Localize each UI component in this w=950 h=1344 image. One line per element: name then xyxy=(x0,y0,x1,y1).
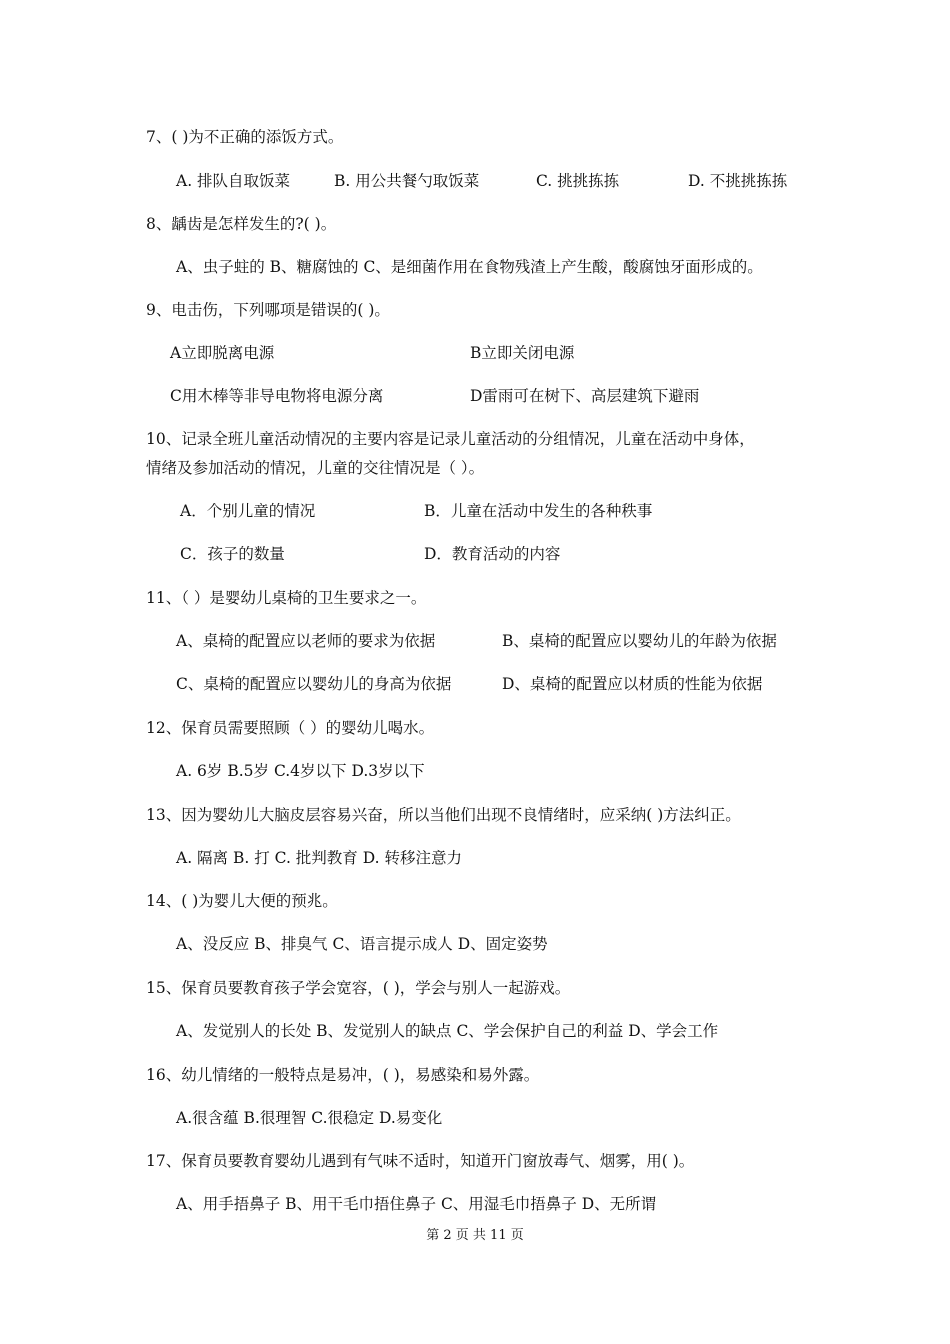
option-c: C．孩子的数量 xyxy=(180,545,285,563)
option-b: B. 用公共餐勺取饭菜 xyxy=(334,172,480,190)
question-14-options: A、没反应 B、排臭气 C、语言提示成人 D、固定姿势 xyxy=(176,935,548,953)
question-10-options-row2 xyxy=(176,544,876,564)
question-16-stem: 16、幼儿情绪的一般特点是易冲，( )，易感染和易外露。 xyxy=(146,1066,540,1084)
question-16-options: A.很含蕴 B.很理智 C.很稳定 D.易变化 xyxy=(176,1109,443,1127)
question-13-stem: 13、因为婴幼儿大脑皮层容易兴奋，所以当他们出现不良情绪时，应采纳( )方法纠正。 xyxy=(146,806,741,824)
question-7-stem: 7、( )为不正确的添饭方式。 xyxy=(146,128,344,146)
question-10-options-row1 xyxy=(176,501,876,521)
option-d: D．教育活动的内容 xyxy=(424,545,561,563)
question-9-options-row1 xyxy=(170,343,876,363)
option-b: B、桌椅的配置应以婴幼儿的年龄为依据 xyxy=(502,632,777,650)
option-b: B立即关闭电源 xyxy=(470,344,575,362)
question-7-options xyxy=(176,171,876,191)
option-c: C. 挑挑拣拣 xyxy=(536,172,620,190)
option-a: A、桌椅的配置应以老师的要求为依据 xyxy=(176,632,436,650)
option-b: B．儿童在活动中发生的各种秩事 xyxy=(424,502,653,520)
question-12-options: A. 6岁 B.5岁 C.4岁以下 D.3岁以下 xyxy=(176,762,425,780)
question-11-options-row2 xyxy=(176,674,876,694)
question-8-options: A、虫子蛀的 B、糖腐蚀的 C、是细菌作用在食物残渣上产生酸，酸腐蚀牙面形成的。 xyxy=(176,258,763,276)
question-17-options: A、用手捂鼻子 B、用干毛巾捂住鼻子 C、用湿毛巾捂鼻子 D、无所谓 xyxy=(176,1195,657,1213)
option-d: D. 不挑挑拣拣 xyxy=(688,172,788,190)
question-12-stem: 12、保育员需要照顾（ ）的婴幼儿喝水。 xyxy=(146,719,435,737)
option-c: C用木棒等非导电物将电源分离 xyxy=(170,387,384,405)
question-15-options: A、发觉别人的长处 B、发觉别人的缺点 C、学会保护自己的利益 D、学会工作 xyxy=(176,1022,719,1040)
option-c: C、桌椅的配置应以婴幼儿的身高为依据 xyxy=(176,675,452,693)
option-d: D、桌椅的配置应以材质的性能为依据 xyxy=(502,675,763,693)
option-a: A立即脱离电源 xyxy=(170,344,275,362)
option-d: D雷雨可在树下、高层建筑下避雨 xyxy=(470,387,700,405)
question-9-options-row2 xyxy=(170,386,876,406)
question-10-stem-line1: 10、记录全班儿童活动情况的主要内容是记录儿童活动的分组情况，儿童在活动中身体， xyxy=(146,430,755,448)
question-17-stem: 17、保育员要教育婴幼儿遇到有气味不适时，知道开门窗放毒气、烟雾，用( )。 xyxy=(146,1152,695,1170)
question-11-options-row1 xyxy=(176,631,876,651)
question-8-stem: 8、龋齿是怎样发生的?( )。 xyxy=(146,215,337,233)
page-number-footer: 第 2 页 共 11 页 xyxy=(426,1228,524,1243)
question-10-stem-line2: 情绪及参加活动的情况，儿童的交往情况是（ ）。 xyxy=(146,459,485,477)
question-11-stem: 11、（ ）是婴幼儿桌椅的卫生要求之一。 xyxy=(146,589,427,607)
question-13-options: A. 隔离 B. 打 C. 批判教育 D. 转移注意力 xyxy=(176,849,462,867)
option-a: A. 排队自取饭菜 xyxy=(176,172,291,190)
option-a: A．个别儿童的情况 xyxy=(180,502,316,520)
question-9-stem: 9、电击伤，下列哪项是错误的( )。 xyxy=(146,301,390,319)
question-15-stem: 15、保育员要教育孩子学会宽容，( )，学会与别人一起游戏。 xyxy=(146,979,571,997)
question-14-stem: 14、( )为婴儿大便的预兆。 xyxy=(146,892,338,910)
